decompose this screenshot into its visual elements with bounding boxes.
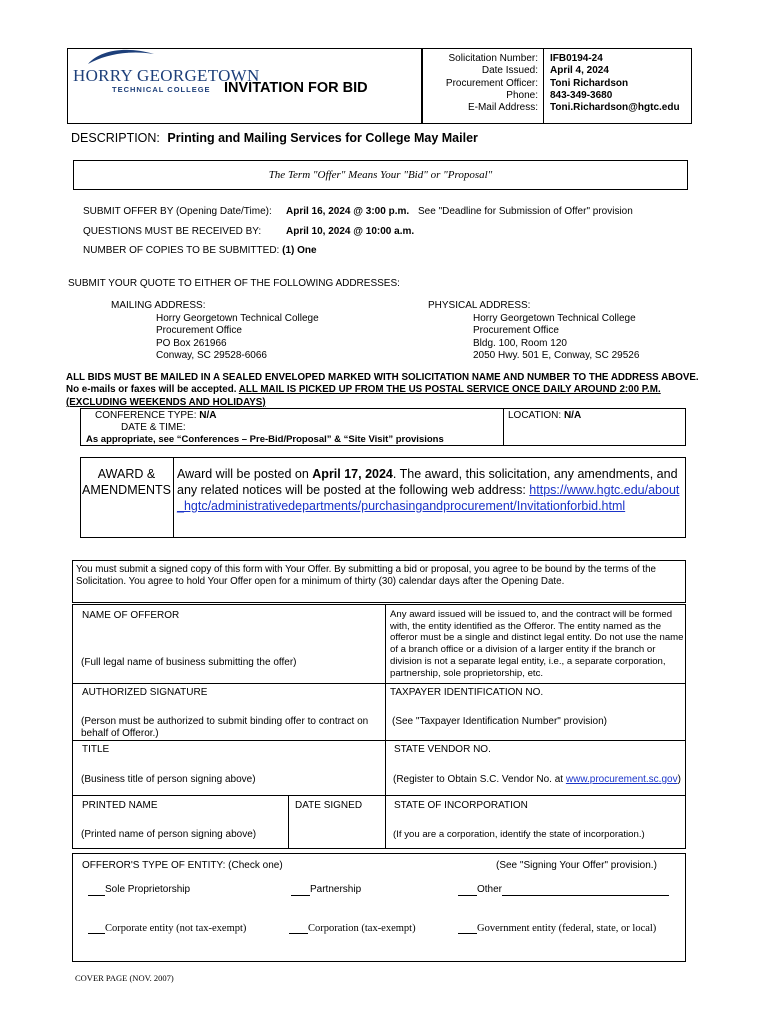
entity-type-note: (See "Signing Your Offer" provision.): [496, 860, 657, 871]
other-label: Other: [477, 884, 503, 895]
copies-value: (1) One: [282, 245, 317, 256]
printed-name-hint: (Printed name of person signing above): [81, 829, 257, 840]
signature-field[interactable]: [78, 700, 378, 714]
award-label-line1: AWARD &: [97, 467, 156, 481]
description-label: DESCRIPTION:: [71, 131, 160, 145]
tin-field[interactable]: [390, 700, 680, 714]
partnership-label: Partnership: [310, 884, 362, 895]
physical-address: [473, 313, 639, 362]
tax-exempt-label: Corporation (tax-exempt): [308, 923, 416, 934]
title-field[interactable]: [78, 757, 378, 773]
submit-offer-label: SUBMIT OFFER BY (Opening Date/Time):: [83, 206, 272, 217]
entity-option-sole[interactable]: [88, 884, 190, 896]
agreement-text: You must submit a signed copy of this form with Your Offer. By submitting a bid or proposal, you agree to be bound by the terms of the Solicitation. You agree to hold Your Offer open for a minimum of thirty (30) calendar days after the Opening Date.: [76, 564, 656, 588]
offeror-name-label: NAME OF OFFEROR: [82, 610, 180, 621]
solicitation-labels: [430, 53, 538, 114]
vendor-field[interactable]: [390, 757, 680, 773]
copies-label: NUMBER OF COPIES TO BE SUBMITTED:: [83, 245, 280, 256]
signature-hint: (Person must be authorized to submit binding offer to contract on behalf of Offeror.): [81, 716, 369, 739]
award-text-part2: . The award, this solicitation, any amendments, and any related notices will be posted at the following web address:: [177, 467, 678, 497]
form-row-line-1: [72, 683, 686, 684]
notice-part1: ALL BIDS MUST BE MAILED IN A SEALED ENVELOPED MARKED WITH SOLICITATION NAME AND NUMBER TO THE ADDRESS ABOVE. No e-mails or faxes will be accepted.: [66, 372, 699, 396]
form-row-line-3: [72, 795, 686, 796]
offeror-name-field[interactable]: [78, 624, 378, 654]
vendor-hint-close: ): [677, 774, 681, 785]
mailing-address-title: MAILING ADDRESS:: [111, 300, 206, 311]
partnership-checkbox[interactable]: [291, 895, 310, 896]
date-issued: April 4, 2024: [550, 65, 609, 77]
addresses-intro: SUBMIT YOUR QUOTE TO EITHER OF THE FOLLOWING ADDRESSES:: [68, 278, 400, 289]
other-checkbox[interactable]: [458, 895, 477, 896]
date-signed-field[interactable]: [292, 813, 382, 843]
physical-line: Horry Georgetown Technical College: [473, 313, 636, 324]
physical-line: 2050 Hwy. 501 E, Conway, SC 29526: [473, 349, 640, 361]
title-label: TITLE: [82, 744, 110, 755]
physical-line: Procurement Office: [473, 325, 559, 337]
entity-option-partnership[interactable]: [291, 884, 361, 896]
college-logo-icon: [86, 48, 156, 66]
corporate-entity-label: Corporate entity (not tax-exempt): [105, 923, 247, 934]
description-text: Printing and Mailing Services for College May Mailer: [167, 131, 478, 145]
entity-option-corporate[interactable]: [88, 923, 246, 934]
conference-note: As appropriate, see “Conferences – Pre-Bid/Proposal” & “Site Visit” provisions: [86, 434, 444, 445]
sole-proprietorship-label: Sole Proprietorship: [105, 884, 191, 895]
entity-type-title: OFFEROR'S TYPE OF ENTITY: (Check one): [82, 860, 283, 871]
award-label: [80, 466, 173, 498]
solicitation-values: [550, 53, 680, 114]
phone-label: Phone:: [506, 89, 538, 101]
conference-date-label: DATE & TIME:: [121, 422, 186, 433]
signature-label: AUTHORIZED SIGNATURE: [82, 687, 208, 698]
tax-exempt-checkbox[interactable]: [289, 933, 308, 934]
description-row: [71, 131, 478, 145]
date-signed-label: DATE SIGNED: [295, 800, 363, 811]
solicitation-divider: [543, 48, 544, 124]
mailing-address: [156, 313, 319, 362]
award-text-part1: Award will be posted on: [177, 467, 313, 481]
mailing-line: Horry Georgetown Technical College: [156, 313, 319, 324]
government-entity-label: Government entity (federal, state, or local): [477, 923, 657, 934]
questions-value: April 10, 2024 @ 10:00 a.m.: [286, 226, 415, 237]
mailing-line: Conway, SC 29528-6066: [156, 349, 267, 361]
title-hint: (Business title of person signing above): [81, 774, 256, 785]
award-date: April 17, 2024: [312, 467, 393, 481]
tin-label: TAXPAYER IDENTIFICATION NO.: [390, 687, 544, 698]
logo-line1: HORRY GEORGETOWN: [73, 66, 260, 85]
sole-proprietorship-checkbox[interactable]: [88, 895, 105, 896]
mailing-notice: [66, 372, 706, 409]
vendor-hint-text: (Register to Obtain S.C. Vendor No. at: [393, 774, 566, 785]
procurement-officer-label: Procurement Officer:: [445, 77, 538, 89]
incorporation-hint: (If you are a corporation, identify the state of incorporation.): [393, 829, 645, 840]
other-specify-field[interactable]: [502, 895, 669, 896]
offeror-name-hint: (Full legal name of business submitting the offer): [81, 657, 297, 668]
mailing-line: Procurement Office: [156, 325, 242, 337]
solicitation-number-label: Solicitation Number:: [448, 53, 538, 64]
notice-part2: ALL MAIL IS PICKED UP FROM THE US POSTAL SERVICE ONCE DAILY AROUND 2:00 P.M. (EXCLUDING WEEKENDS AND HOLIDAYS): [66, 384, 661, 408]
conference-type-row: [95, 410, 217, 422]
printed-name-label: PRINTED NAME: [82, 800, 158, 811]
award-text: [177, 466, 685, 514]
incorporation-label: STATE OF INCORPORATION: [394, 800, 528, 811]
submit-offer-value: April 16, 2024 @ 3:00 p.m.: [286, 206, 410, 217]
procurement-officer: Toni Richardson: [550, 77, 629, 89]
questions-label: QUESTIONS MUST BE RECEIVED BY:: [83, 226, 262, 237]
email-label: E-Mail Address:: [467, 102, 538, 114]
award-url-link[interactable]: https://www.hgtc.edu/about_hgtc/administrativedepartments/purchasingandprocurement/Invitationforbid.html: [177, 483, 680, 513]
email: Toni.Richardson@hgtc.edu: [550, 102, 680, 114]
conference-type-value: N/A: [199, 410, 217, 421]
government-entity-checkbox[interactable]: [458, 933, 477, 934]
conference-divider: [503, 408, 504, 446]
date-issued-label: Date Issued:: [481, 65, 538, 77]
solicitation-number: IFB0194-24: [550, 53, 603, 64]
physical-address-title: PHYSICAL ADDRESS:: [428, 300, 531, 311]
form-col-divider: [385, 604, 386, 849]
logo-line2: TECHNICAL COLLEGE: [112, 85, 211, 94]
entity-option-tax-exempt[interactable]: [289, 923, 416, 934]
award-divider: [173, 457, 174, 538]
physical-line: Bldg. 100, Room 120: [473, 337, 567, 349]
vendor-hint: [393, 774, 681, 786]
conference-type-label: CONFERENCE TYPE:: [95, 410, 197, 421]
location-value: N/A: [563, 410, 582, 421]
submit-offer-note: See "Deadline for Submission of Offer" provision: [418, 206, 633, 217]
phone: 843-349-3680: [550, 89, 613, 101]
entity-option-government[interactable]: [458, 923, 656, 934]
page-title: INVITATION FOR BID: [224, 80, 368, 96]
form-date-divider: [288, 795, 289, 849]
mailing-line: PO Box 261966: [156, 337, 227, 349]
procurement-link[interactable]: www.procurement.sc.gov: [565, 774, 678, 785]
award-label-line2: AMENDMENTS: [82, 483, 171, 497]
corporate-entity-checkbox[interactable]: [88, 933, 105, 934]
location-row: [508, 410, 581, 422]
term-note: The Term "Offer" Means Your "Bid" or "Proposal": [268, 169, 493, 181]
incorporation-field[interactable]: [390, 813, 680, 827]
offeror-note: Any award issued will be issued to, and the contract will be formed with, the entity identified as the Offeror. The entity named as the offeror must be a single and distinct legal entity. Do not use the name of a branch office or a division of a larger entity if the branch or division is not a separate legal entity, i.e., a separate corporation, partnership, sole proprietorship, etc.: [390, 609, 684, 679]
entity-option-other[interactable]: [458, 884, 669, 896]
form-row-line-2: [72, 740, 686, 741]
vendor-label: STATE VENDOR NO.: [394, 744, 491, 755]
page-footer: COVER PAGE (NOV. 2007): [75, 973, 174, 983]
copies-row: [83, 245, 317, 257]
location-label: LOCATION:: [508, 410, 562, 421]
tin-hint: (See "Taxpayer Identification Number" provision): [392, 716, 607, 727]
